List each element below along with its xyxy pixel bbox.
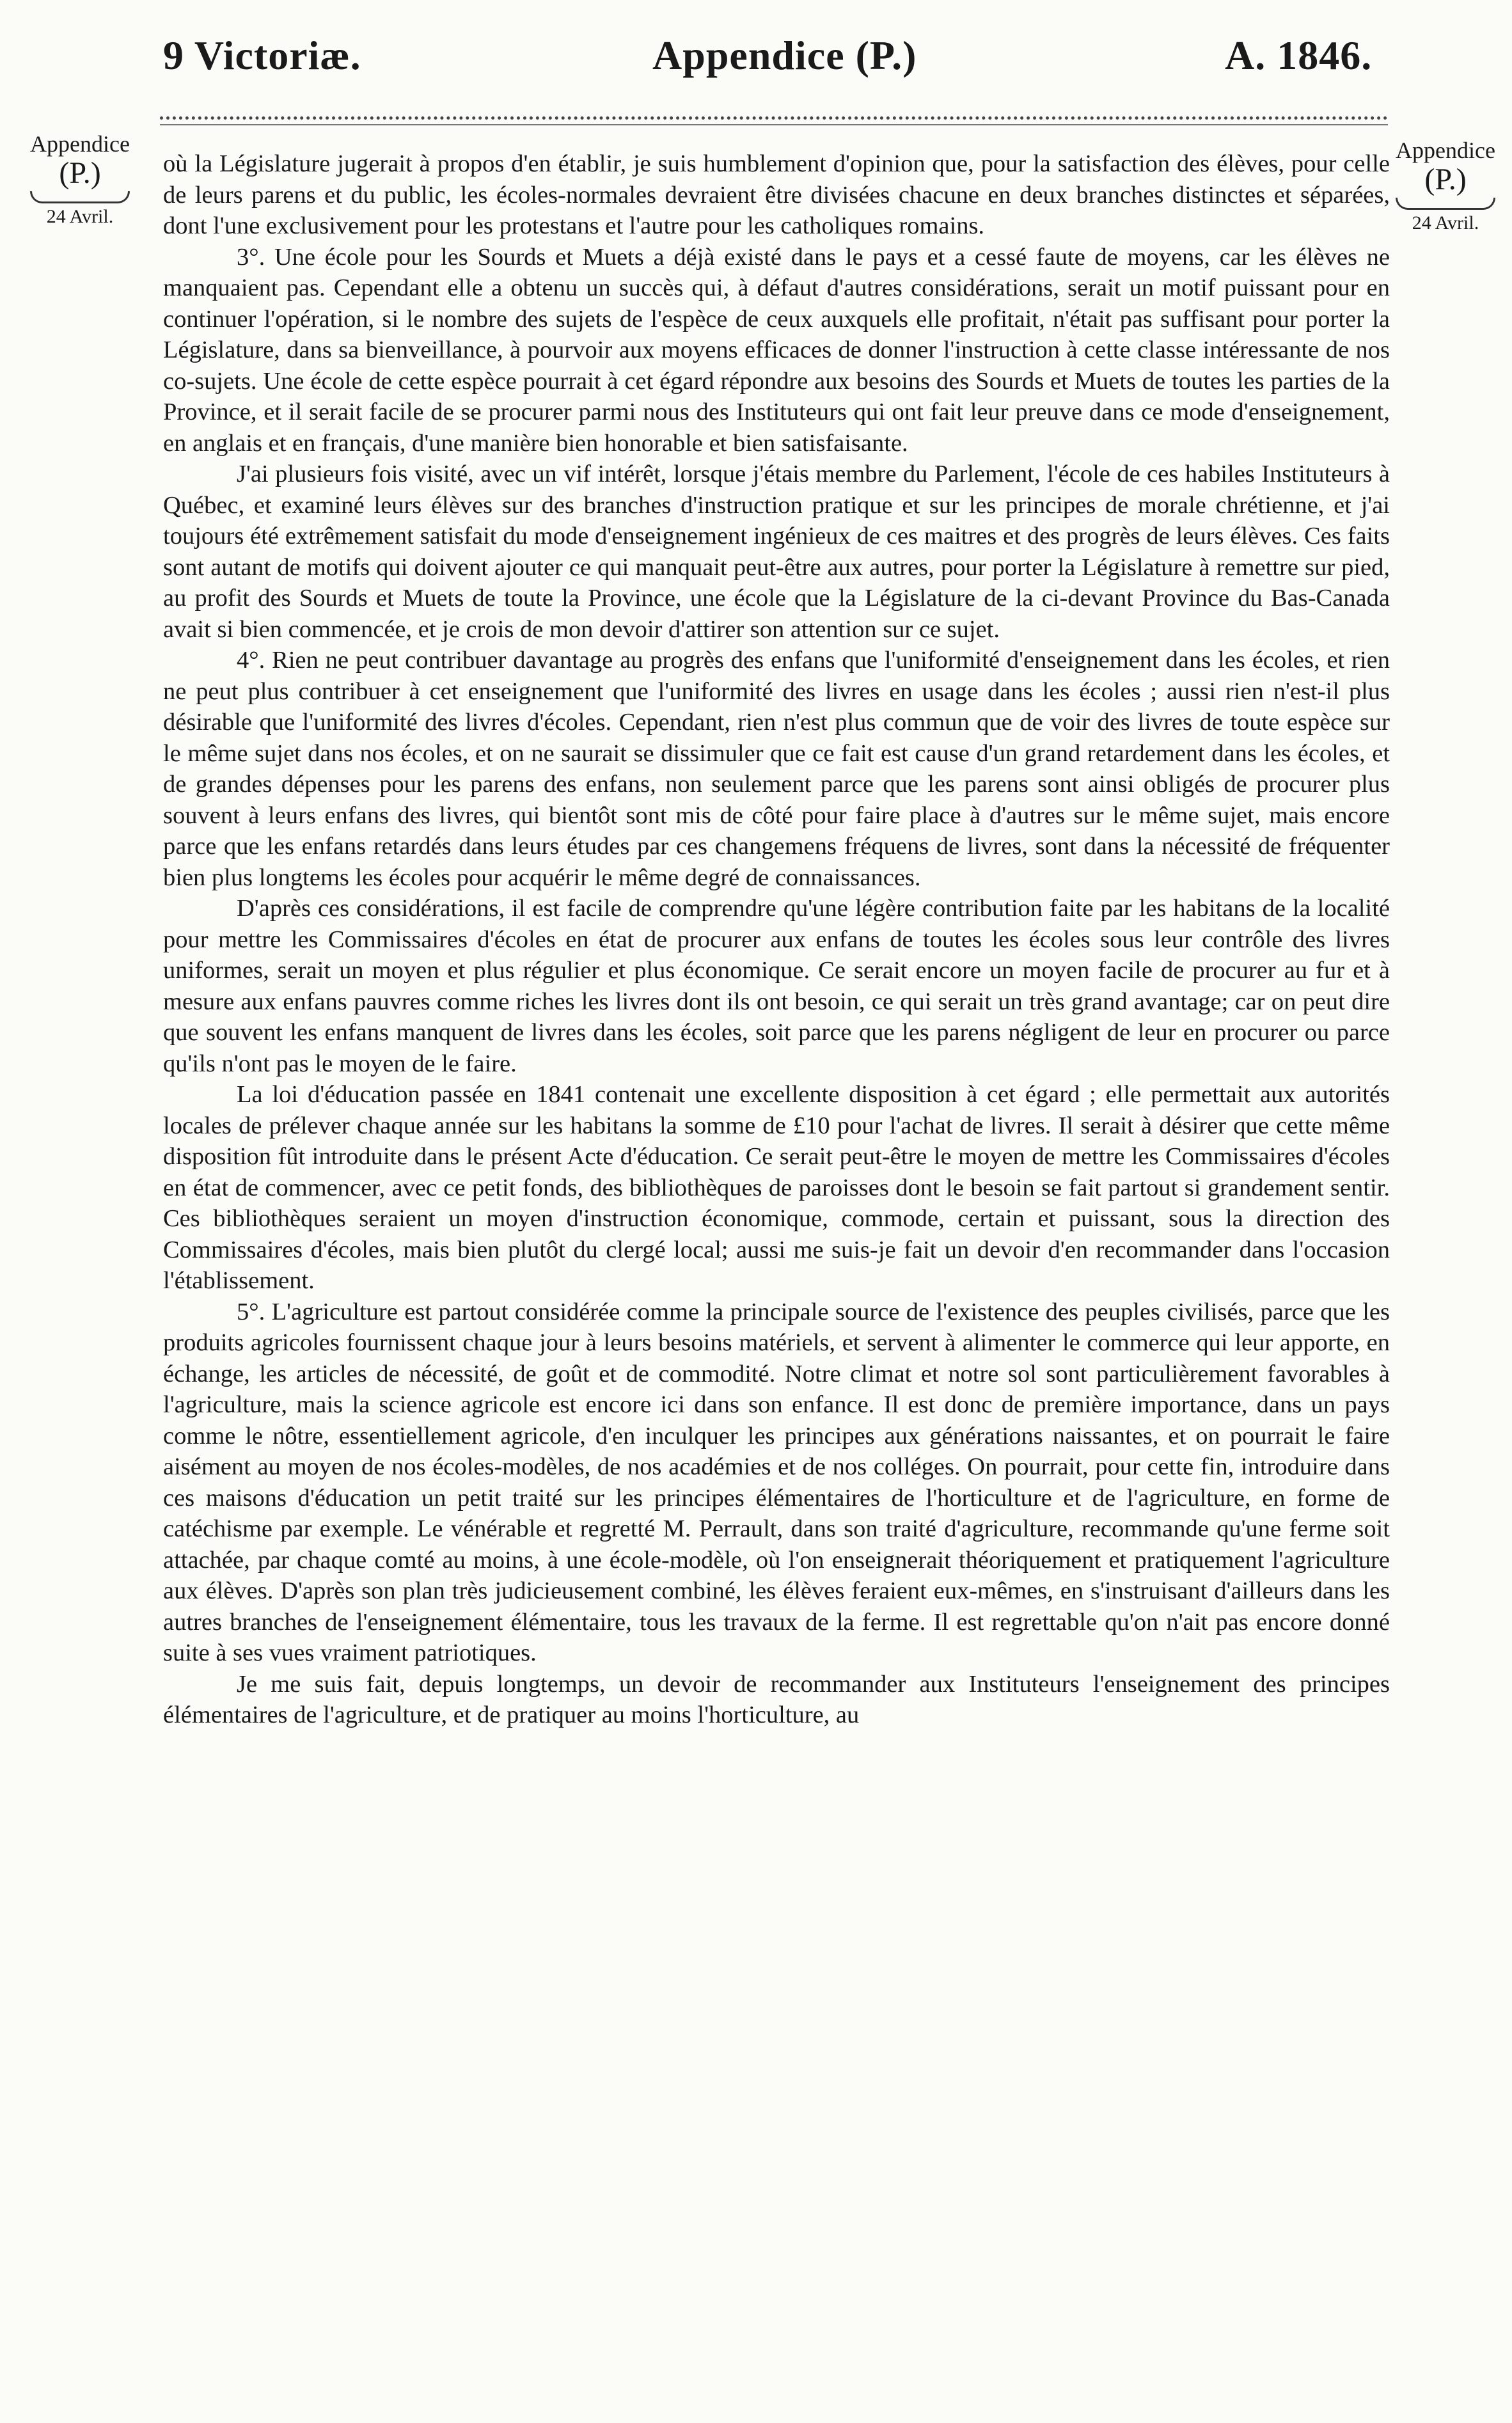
margin-note-letter: (P.) [59,156,101,190]
paragraph-deaf-mute-school: 3°. Une école pour les Sourds et Muets a déjà existé dans le pays et a cessé faute de moyens, car les élèves ne manquaient pas. Cependant elle a obtenu un succès qui, à défaut d'autres considérations, serait un motif puissant pour en continuer l'opération, si le nombre des sujets de l'espèce de ceux auxquels elle profitait, n'était pas suffisant pour porter la Législature, dans sa bienveillance, à pourvoir aux moyens efficaces de donner l'instruction à cette classe intéressante de nos co-sujets. Une école de cette espèce pourrait à cet égard répondre aux besoins des Sourds et Muets de toutes les parties de la Province, et il serait facile de se procurer parmi nous des Instituteurs qui ont fait leur preuve dans ce mode d'enseignement, en anglais et en français, d'une manière bien honorable et bien satisfaisante. [163,243,1390,457]
body-text [163,148,1390,1731]
paragraph-uniform-books: 4°. Rien ne peut contribuer davantage au progrès des enfans que l'uniformité d'enseignement dans les écoles, et rien ne peut plus contribuer à cet enseignement que l'uniformité des livres en usage dans les écoles ; aussi rien n'est-il plus désirable que l'uniformité des livres d'écoles. Cependant, rien n'est plus commun que de voir des livres de toute espèce sur le même sujet dans nos écoles, et on ne saurait se dissimuler que ce fait est cause d'un grand retardement dans les écoles, et de grandes dépenses pour les parens des enfans, non seulement parce que les parens sont ainsi obligés de procurer plus souvent à leurs enfans des livres, qui bientôt sont mis de côté pour faire place à d'autres sur le même sujet, mais encore parce que les enfans retardés dans leurs études par ces changemens fréquens de livres, sont dans la nécessité de fréquenter bien plus longtems les écoles pour acquérir le même degré de connaissances. [163,647,1390,891]
paragraph-recommendation: Je me suis fait, depuis longtemps, un devoir de recommander aux Instituteurs l'enseignement des principes élémentaires de l'agriculture, et de pratiquer au moins l'horticulture, au [163,1670,1390,1728]
paragraph-agriculture: 5°. L'agriculture est partout considérée comme la principale source de l'existence des peuples civilisés, parce que les produits agricoles fournissent chaque jour à leurs besoins matériels, et servent à alimenter le commerce qui leur apporte, en échange, les articles de nécessité, de goût et de commodité. Notre climat et notre sol sont particulièrement favorables à l'agriculture, mais la science agricole est encore ici dans son enfance. Il est donc de première importance, dans un pays comme le nôtre, essentiellement agricole, d'en inculquer les principes aux générations naissantes, et on pourrait le faire aisément au moyen de nos écoles-modèles, de nos académies et de nos colléges. On pourrait, pour cette fin, introduire dans ces maisons d'éducation un petit traité sur les principes élémentaires de l'horticulture et de l'agriculture, en forme de catéchisme par exemple. Le vénérable et regretté M. Perrault, dans son traité d'agriculture, recommande qu'une ferme soit attachée, par chaque comté au moins, à une école-modèle, où l'on enseignerait théoriquement et pratiquement l'agriculture aux élèves. D'après son plan très judicieusement combiné, les élèves feraient eux-mêmes, en s'instruisant d'ailleurs dans les autres branches de l'enseignement élémentaire, tous les travaux de la ferme. Il est regrettable qu'on n'ait pas encore donné suite à ses vues vraiment patriotiques. [163,1298,1390,1666]
header-rule [160,116,1388,120]
header-year: A. 1846. [1225,33,1373,78]
paragraph-quebec-visit: J'ai plusieurs fois visité, avec un vif intérêt, lorsque j'étais membre du Parlement, l'école de ces habiles Instituteurs à Québec, et examiné leurs élèves sur des branches d'instruction pratique et sur les principes de morale chrétienne, et j'ai toujours été extrêmement satisfait du mode d'enseignement ingénieux de ces maitres et des progrès de leurs élèves. Ces faits sont autant de motifs qui doivent ajouter ce qui manquait peut-être aux autres, pour porter la Législature à remettre sur pied, au profit des Sourds et Muets de toute la Province, une école que la Législature de la ci-devant Province du Bas-Canada avait si bien commencée, et je crois de mon devoir d'attirer son attention sur ce sujet. [163,461,1390,643]
margin-note-title: Appendice [1396,138,1495,163]
margin-note-left [26,131,134,228]
paragraph-law-1841: La loi d'éducation passée en 1841 contenait une excellente disposition à cet égard ; elle permettait aux autorités locales de prélever chaque année sur les habitans la somme de £10 pour l'achat de livres. Il serait à désirer que cette même disposition fût introduite dans le présent Acte d'éducation. Ce serait peut-être le moyen de mettre les Commissaires d'écoles en état de commencer, avec ce petit fonds, des bibliothèques de paroisses dont le besoin se fait partout si grandement sentir. Ces bibliothèques seraient un moyen d'instruction économique, commode, certain et puissant, sous la direction des Commissaires d'écoles, mais bien plutôt du clergé local; aussi me suis-je fait un devoir d'en recommander dans l'occasion l'établissement. [163,1081,1390,1294]
margin-note-letter: (P.) [1424,162,1467,196]
header-session: 9 Victoriæ. [163,33,361,78]
margin-note-date: 24 Avril. [46,206,114,227]
paragraph-contribution: D'après ces considérations, il est facile de comprendre qu'une légère contribution faite par les habitans de la localité pour mettre les Commissaires d'écoles en état de procurer aux enfans de toutes les écoles sous leur contrôle des livres uniformes, serait un moyen et plus régulier et plus économique. Ce serait encore un moyen facile de procurer au fur et à mesure aux enfans pauvres comme riches les livres dont ils ont besoin, ce qui serait un très grand avantage; car on peut dire que souvent les enfans manquent de livres dans les écoles, soit parce que les parens négligent de leur en procurer ou parce qu'ils n'ont pas le moyen de le faire. [163,895,1390,1077]
margin-note-title: Appendice [30,131,130,157]
margin-note-right [1388,138,1503,234]
paragraph-continued: où la Législature jugerait à propos d'en établir, je suis humblement d'opinion que, pour la satisfaction des élèves, pour celle de leurs parens et du public, les écoles-normales devraient être divisées chacune en deux branches distinctes et séparées, dont l'une exclusivement pour les protestans et l'autre pour les catholiques romains. [163,150,1390,239]
margin-brace [1396,198,1495,210]
margin-note-date: 24 Avril. [1412,212,1479,233]
header-title: Appendice (P.) [652,33,917,78]
margin-brace [30,191,130,203]
running-header [0,32,1512,96]
header-rule-thin [160,124,1388,125]
